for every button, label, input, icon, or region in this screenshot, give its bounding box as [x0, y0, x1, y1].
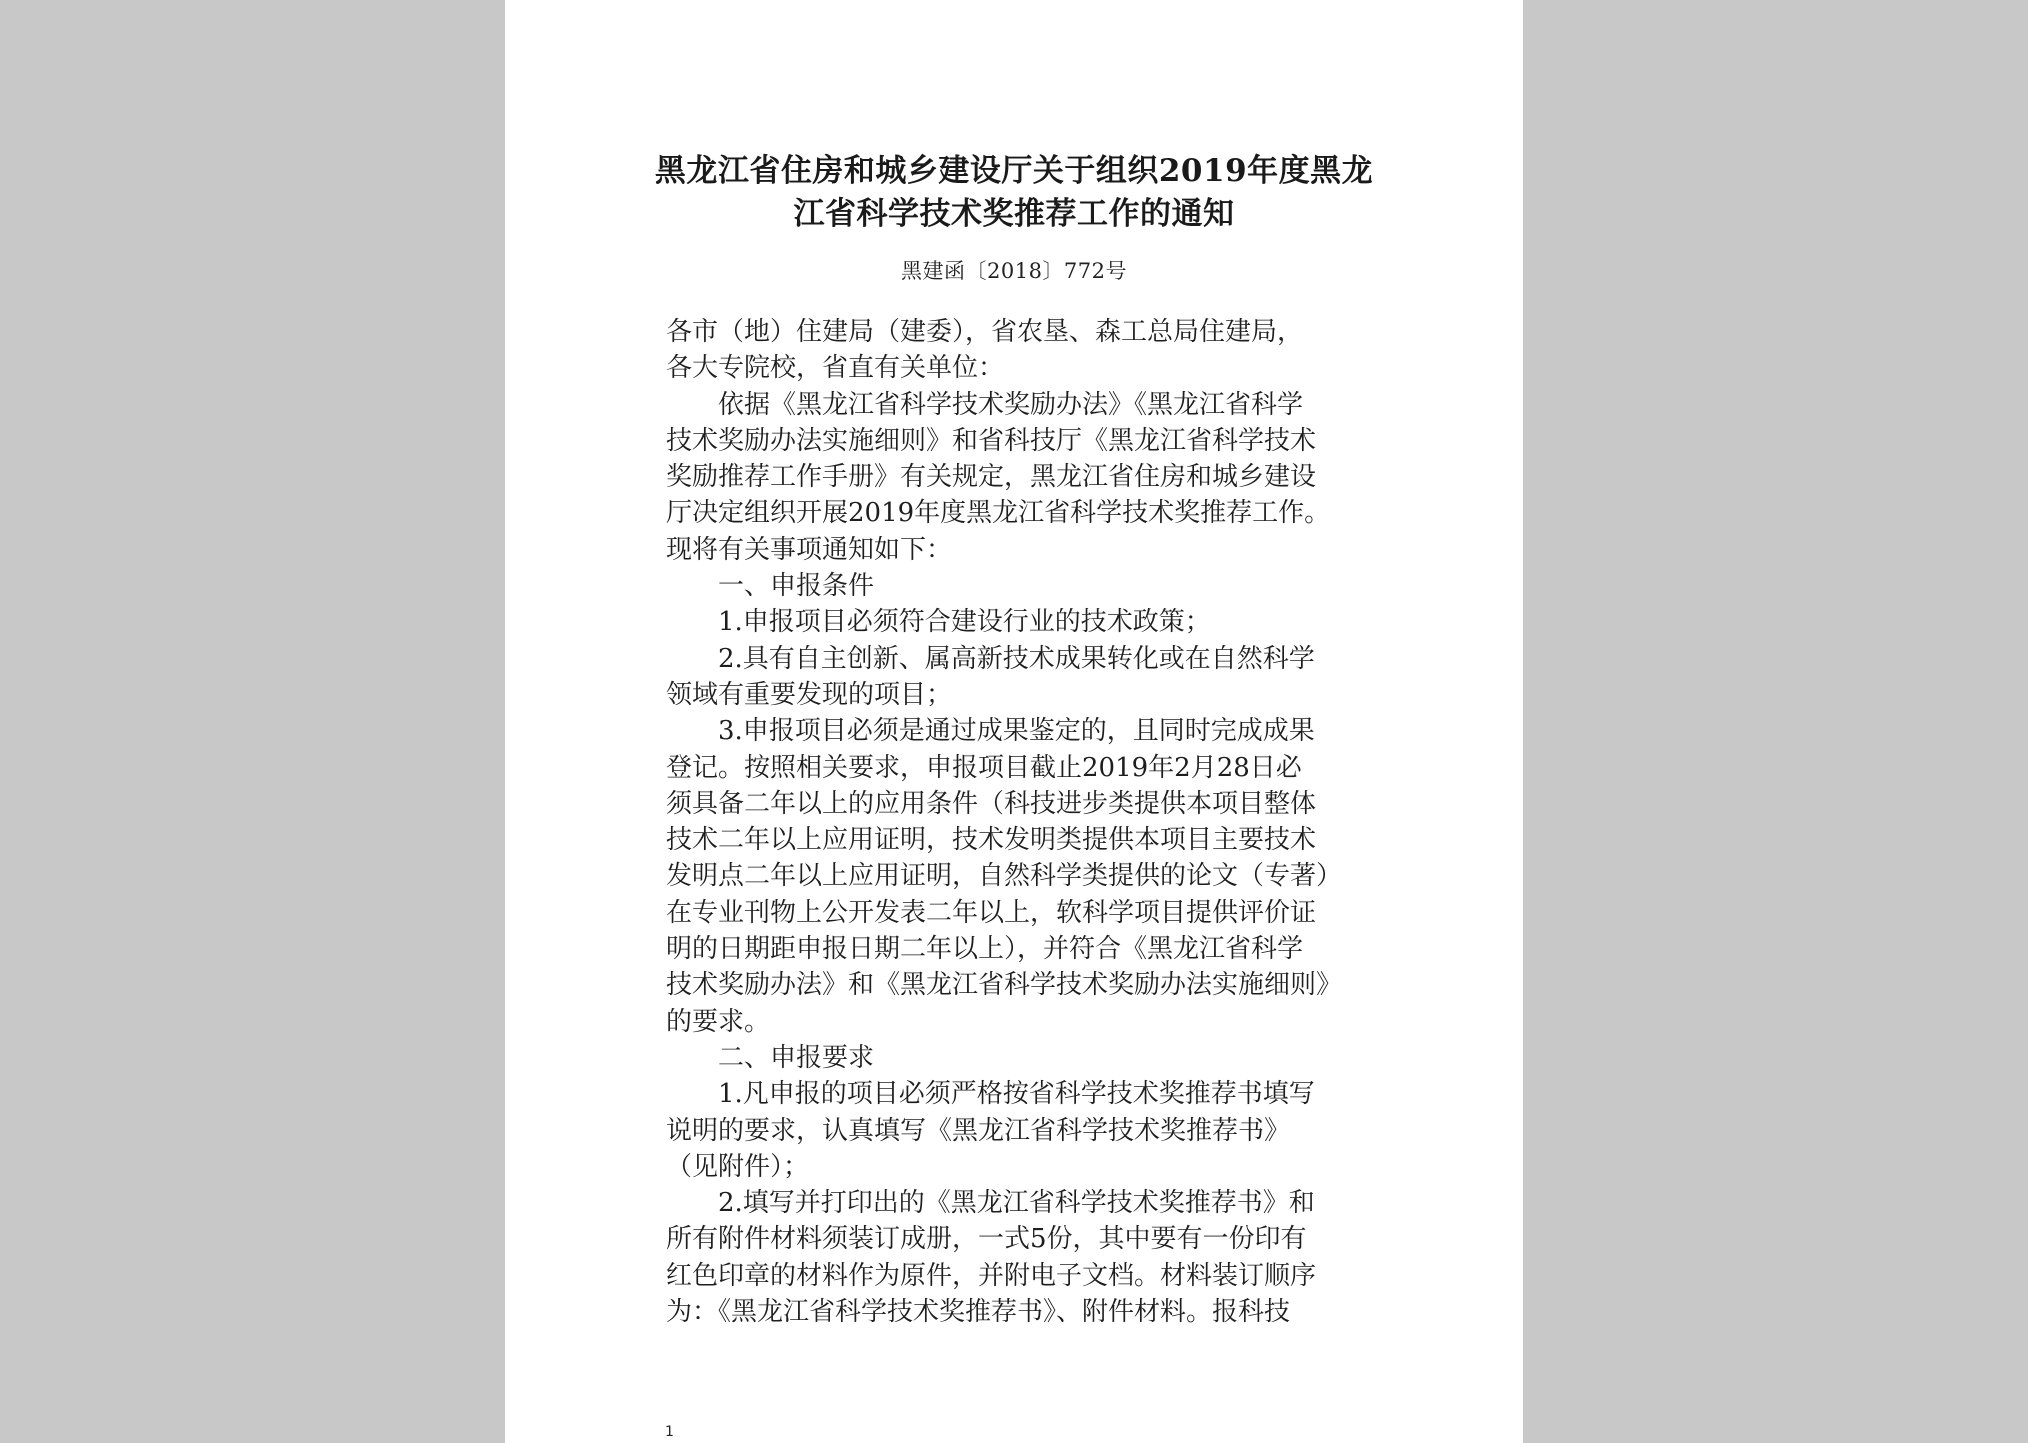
body-line: 现将有关事项通知如下：: [666, 534, 953, 565]
body-line: 的要求。: [666, 1006, 771, 1037]
body-line: 依据《黑龙江省科学技术奖励办法》《黑龙江省科学: [718, 389, 1304, 420]
body-line: 1.申报项目必须符合建设行业的技术政策；: [718, 607, 1211, 638]
body-line: 奖励推荐工作手册》有关规定，黑龙江省住房和城乡建设: [666, 462, 1317, 493]
body-line: 一、申报条件: [718, 571, 875, 602]
body-line: 1.凡申报的项目必须严格按省科学技术奖推荐书填写: [718, 1079, 1315, 1110]
body-line: 技术二年以上应用证明，技术发明类提供本项目主要技术: [666, 825, 1317, 856]
body-line: 技术奖励办法》和《黑龙江省科学技术奖励办法实施细则》: [666, 970, 1343, 1001]
body-line: 须具备二年以上的应用条件（科技进步类提供本项目整体: [666, 788, 1317, 819]
body-line: 登记。按照相关要求，申报项目截止2019年2月28日必: [666, 752, 1302, 783]
title-line: 黑龙江省住房和城乡建设厅关于组织2019年度黑龙: [654, 153, 1374, 189]
document-number: 黑建函〔2018〕772号: [900, 259, 1128, 283]
page-number: 1: [665, 1424, 674, 1440]
body-line: 在专业刊物上公开发表二年以上，软科学项目提供评价证: [666, 897, 1317, 928]
body-line: 厅决定组织开展2019年度黑龙江省科学技术奖推荐工作。: [666, 498, 1331, 529]
body-line: 3.申报项目必须是通过成果鉴定的，且同时完成成果: [718, 716, 1315, 747]
body-line: 各市（地）住建局（建委），省农垦、森工总局住建局，: [666, 317, 1304, 347]
body-line: 二、申报要求: [718, 1042, 875, 1073]
document-body: [666, 314, 1391, 1330]
body-line: 所有附件材料须装订成册，一式5份，其中要有一份印有: [666, 1224, 1307, 1255]
body-line: 说明的要求，认真填写《黑龙江省科学技术奖推荐书》: [666, 1115, 1291, 1146]
body-line: 领域有重要发现的项目；: [666, 679, 953, 710]
document-page: [505, 0, 1523, 1443]
body-line: 2.具有自主创新、属高新技术成果转化或在自然科学: [718, 643, 1315, 674]
body-line: 2.填写并打印出的《黑龙江省科学技术奖推荐书》和: [718, 1188, 1315, 1219]
body-line: 各大专院校，省直有关单位：: [666, 353, 1005, 384]
body-line: 技术奖励办法实施细则》和省科技厅《黑龙江省科学技术: [666, 425, 1317, 456]
body-line: 红色印章的材料作为原件，并附电子文档。材料装订顺序: [666, 1260, 1317, 1291]
body-line: 发明点二年以上应用证明，自然科学类提供的论文（专著）: [666, 861, 1343, 892]
body-line: 为：《黑龙江省科学技术奖推荐书》、附件材料。报科技: [666, 1297, 1291, 1328]
title-line: 江省科学技术奖推荐工作的通知: [793, 196, 1235, 232]
document-title: [505, 150, 1523, 236]
body-line: 明的日期距申报日期二年以上），并符合《黑龙江省科学: [666, 934, 1304, 965]
body-line: （见附件）；: [666, 1151, 810, 1182]
